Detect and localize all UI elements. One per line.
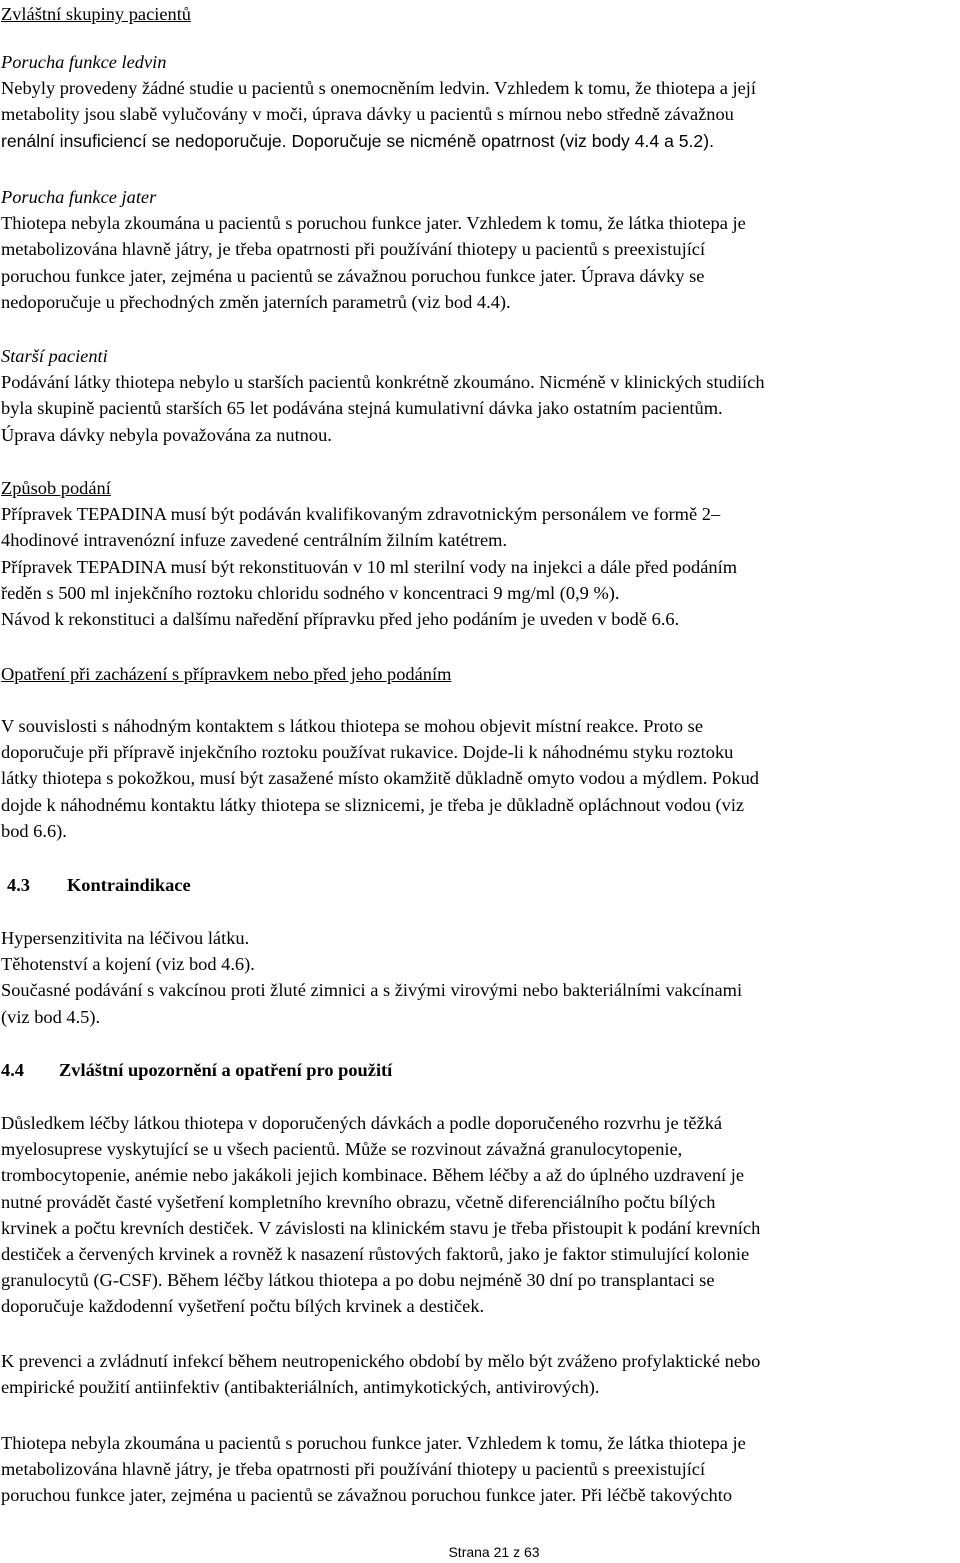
heading-title: Kontraindikace	[67, 875, 191, 895]
handling-paragraph	[1, 713, 945, 844]
paragraph-line: destiček a červených krvinek a rovněž k nasazení růstových faktorů, jako je faktor stimulující kolonie	[1, 1244, 750, 1265]
paragraph-line: Nebyly provedeny žádné studie u pacientů s onemocněním ledvin. Vzhledem k tomu, že thiotepa a její	[1, 78, 756, 99]
section-title-special-groups: Zvláštní skupiny pacientů	[1, 4, 192, 24]
paragraph-line: Důsledkem léčby látkou thiotepa v doporučených dávkách a podle doporučeného rozvrhu je těžká	[1, 1113, 723, 1133]
administration-section	[1, 475, 945, 632]
paragraph-line: krvinek a počtu krevních destiček. V závislosti na klinickém stavu je třeba přistoupit k podání krevních	[1, 1217, 761, 1238]
subtitle-hepatic: Porucha funkce jater	[1, 187, 157, 207]
paragraph-line: metabolizována hlavně játry, je třeba opatrnosti při používání thiotepy u pacientů s preexistující	[1, 239, 706, 260]
warnings-paragraph-3	[1, 1430, 945, 1509]
paragraph-line: empirické použití antiinfektiv (antibakteriálních, antimykotických, antivirových).	[1, 1377, 600, 1398]
paragraph-line: byla skupině pacientů starších 65 let podávána stejná kumulativní dávka jako ostatním pacientům.	[1, 398, 723, 419]
contraindications-list	[1, 925, 945, 1030]
paragraph-line: 4hodinové intravenózní infuze zavedené centrálním žilním katétrem.	[1, 530, 508, 551]
paragraph-line: Přípravek TEPADINA musí být rekonstituován v 10 ml sterilní vody na injekci a dále před podáním	[1, 556, 738, 577]
paragraph-line: trombocytopenie, anémie nebo jakákoli jejich kombinace. Během léčby a až do úplného uzdravení je	[1, 1165, 745, 1186]
paragraph-line: renální insuficiencí se nedoporučuje. Doporučuje se nicméně opatrnost (viz body 4.4 a 5.2).	[1, 130, 714, 151]
paragraph-line: Návod k rekonstituci a dalšímu naředění přípravku před jeho podáním je uveden v bodě 6.6.	[1, 609, 680, 630]
page-footer	[0, 1543, 960, 1561]
heading-number: 4.3	[7, 875, 30, 895]
warnings-paragraph-1	[1, 1110, 945, 1320]
paragraph-line: V souvislosti s náhodným kontaktem s látkou thiotepa se mohou objevit místní reakce. Proto se	[1, 716, 704, 736]
paragraph-line: Těhotenství a kojení (viz bod 4.6).	[1, 954, 255, 975]
paragraph-line: doporučuje každodenní vyšetření počtu bílých krvinek a destiček.	[1, 1296, 485, 1317]
subtitle-elderly: Starší pacienti	[1, 346, 108, 366]
paragraph-line: doporučuje při přípravě injekčního roztoku používat rukavice. Dojde-li k náhodnému styku roztoku	[1, 742, 734, 763]
section-title-handling: Opatření při zacházení s přípravkem nebo před jeho podáním	[1, 664, 452, 684]
paragraph-line: nutné provádět časté vyšetření kompletního krevního obrazu, včetně diferenciálního počtu bílých	[1, 1191, 716, 1212]
heading-title: Zvláštní upozornění a opatření pro použití	[59, 1060, 393, 1080]
heading-4-4	[1, 1057, 945, 1083]
paragraph-line: Hypersenzitivita na léčivou látku.	[1, 928, 250, 948]
handling-section	[1, 661, 945, 687]
paragraph-line: Podávání látky thiotepa nebylo u starších pacientů konkrétně zkoumáno. Nicméně v klinických studiích	[1, 372, 765, 393]
elderly-subsection	[1, 343, 945, 448]
hepatic-subsection	[1, 184, 945, 315]
paragraph-line: poruchou funkce jater, zejména u pacientů se závažnou poruchou funkce jater. Při léčbě takovýchto	[1, 1485, 733, 1506]
paragraph-line: Thiotepa nebyla zkoumána u pacientů s poruchou funkce jater. Vzhledem k tomu, že látka thiotepa je	[1, 213, 746, 234]
paragraph-line: bod 6.6).	[1, 820, 67, 841]
paragraph-line: K prevenci a zvládnutí infekcí během neutropenického období by mělo být zváženo profylaktické nebo	[1, 1351, 761, 1371]
paragraph-line: granulocytů (G-CSF). Během léčby látkou thiotepa a po dobu nejméně 30 dní po transplantaci se	[1, 1270, 715, 1291]
paragraph-line: metabolity jsou slabě vylučovány v moči, úprava dávky u pacientů s mírnou nebo středně závažnou	[1, 104, 734, 125]
heading-4-3	[7, 872, 951, 898]
paragraph-line: myelosuprese vyskytující se u všech pacientů. Může se rozvinout závažná granulocytopenie,	[1, 1139, 683, 1160]
paragraph-line: dojde k náhodnému kontaktu látky thiotepa se sliznicemi, je třeba je důkladně opláchnout vodou (viz	[1, 794, 745, 815]
section-title-administration: Způsob podání	[1, 478, 111, 498]
paragraph-line: (viz bod 4.5).	[1, 1006, 101, 1027]
warnings-paragraph-2	[1, 1348, 945, 1400]
paragraph-line: nedoporučuje u přechodných změn jaterních parametrů (viz bod 4.4).	[1, 291, 511, 312]
paragraph-line: látky thiotepa s pokožkou, musí být zasažené místo okamžitě důkladně omyto vodou a mýdlem. Pokud	[1, 768, 759, 789]
heading-number: 4.4	[1, 1060, 24, 1080]
page-number-label: Strana 21 z 63	[448, 1544, 540, 1560]
subtitle-renal: Porucha funkce ledvin	[1, 52, 167, 72]
paragraph-line: Úprava dávky nebyla považována za nutnou.	[1, 424, 332, 445]
special-groups-section	[1, 1, 945, 27]
paragraph-line: poruchou funkce jater, zejména u pacientů se závažnou poruchou funkce jater. Úprava dávky se	[1, 265, 705, 286]
paragraph-line: metabolizována hlavně játry, je třeba opatrnosti při používání thiotepy u pacientů s preexistující	[1, 1459, 706, 1480]
paragraph-line: Přípravek TEPADINA musí být podáván kvalifikovaným zdravotnickým personálem ve formě 2–	[1, 504, 721, 525]
renal-subsection	[1, 49, 945, 154]
paragraph-line: ředěn s 500 ml injekčního roztoku chloridu sodného v koncentraci 9 mg/ml (0,9 %).	[1, 582, 620, 603]
paragraph-line: Současné podávání s vakcínou proti žluté zimnici a s živými virovými nebo bakteriálními vakcínami	[1, 980, 743, 1001]
paragraph-line: Thiotepa nebyla zkoumána u pacientů s poruchou funkce jater. Vzhledem k tomu, že látka thiotepa je	[1, 1433, 746, 1453]
